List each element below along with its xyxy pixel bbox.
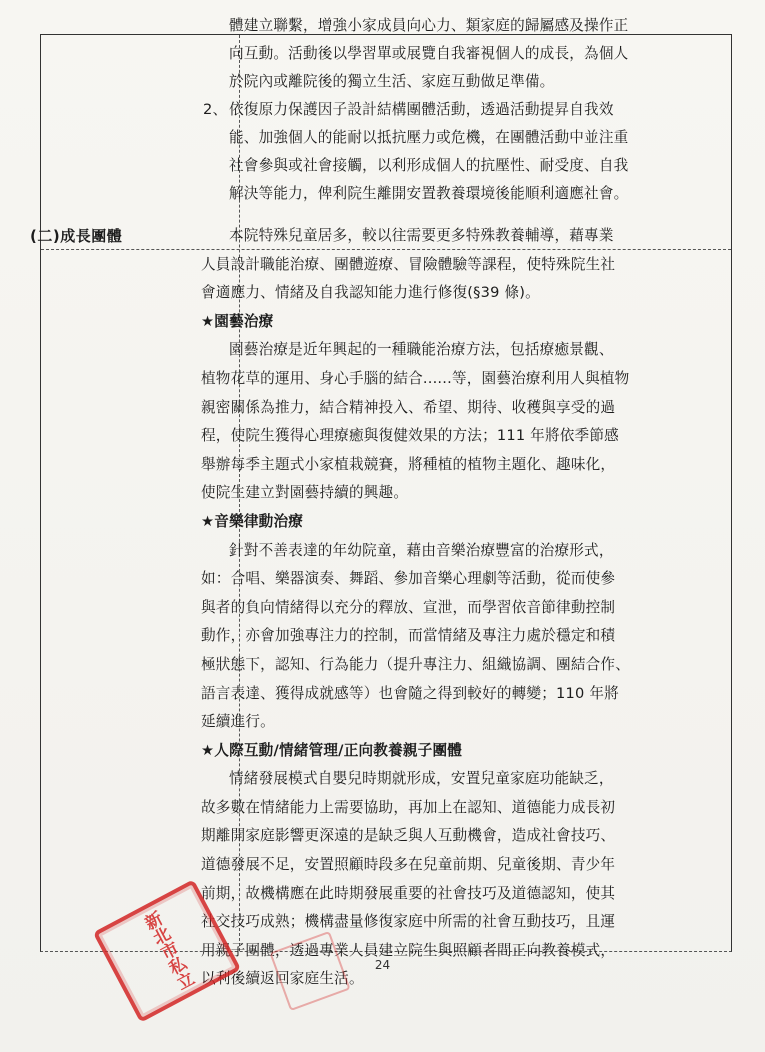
row1-content [201,12,684,208]
list-number: 2、 [203,101,228,118]
heading-music: ★音樂律動治療 [201,512,304,530]
text-line: 本院特殊兒童居多，較以往需要更多特殊教養輔導，藉專業 [229,227,614,244]
text-line: 以利後續返回家庭生活。 [201,970,364,988]
text-line: 社會參與或社會接觸，以利形成個人的抗壓性、耐受度、自我 [229,157,629,174]
heading-horticulture: ★園藝治療 [201,312,274,330]
text-line: 園藝治療是近年興起的一種職能治療方法，包括療癒景觀、 [229,341,614,359]
text-line: 向互動。活動後以學習單或展覽自我審視個人的成長，為個人 [229,45,629,62]
text-line: 親密關係為推力，結合精神投入、希望、期待、收穫與享受的過 [201,398,616,416]
text-line: 解決等能力，俾利院生離開安置教養環境後能順利適應社會。 [229,185,629,202]
text-line: 植物花草的運用、身心手腦的結合......等，園藝治療利用人與植物 [201,369,630,387]
text-line: 人員設計職能治療、團體遊療、冒險體驗等課程，使特殊院生社 [201,255,616,273]
intro-paragraph [201,222,684,308]
text-line: 舉辦每季主題式小家植栽競賽，將種植的植物主題化、趣味化， [201,455,616,473]
text-line: 社交技巧成熟；機構盡量修復家庭中所需的社會互動技巧，且運 [201,913,616,931]
text-line: 前期，故機構應在此時期發展重要的社會技巧及道德認知，使其 [201,884,616,902]
text-line: 於院內或離院後的獨立生活、家庭互動做足準備。 [229,73,555,90]
red-seal-stamp: 新北市私立 [93,879,242,1023]
text-line: 針對不善表達的年幼院童，藉由音樂治療豐富的治療形式， [229,541,614,559]
text-line: 如：合唱、樂器演奏、舞蹈、參加音樂心理劇等活動，從而使參 [201,570,616,588]
text-line: 極狀態下，認知、行為能力（提升專注力、組織協調、團結合作、 [201,655,631,673]
list-item-2 [201,96,684,208]
row2-content [201,222,684,994]
text-line: 用親子團體，透過專業人員建立院生與照顧者間正向教養模式， [201,941,616,959]
text-line: 程，使院生獲得心理療癒與復健效果的方法；111 年將依季節感 [201,427,619,445]
text-line: 依復原力保護因子設計結構團體活動，透過活動提昇自我效 [229,101,614,118]
text-line: 會適應力、情緒及自我認知能力進行修復(§39 條)。 [201,284,540,302]
text-line: 使院生建立對園藝持續的興趣。 [201,484,409,502]
text-line: 道德發展不足，安置照顧時段多在兒童前期、兒童後期、青少年 [201,856,616,874]
text-line: 與者的負向情緒得以充分的釋放、宣泄，而學習依音節律動控制 [201,598,616,616]
text-line: 語言表達、獲得成就感等）也會隨之得到較好的轉變；110 年將 [201,684,619,702]
text-line: 情緒發展模式自嬰兒時期就形成，安置兒童家庭功能缺乏， [229,770,614,788]
music-paragraph [201,537,684,737]
text-line: 延續進行。 [201,713,275,731]
text-line: 體建立聯繫，增強小家成員向心力、類家庭的歸屬感及操作正 [229,17,629,34]
page-number: 24 [374,958,391,972]
heading-interpersonal: ★人際互動/情緒管理/正向教養親子團體 [201,741,463,759]
text-line: 期離開家庭影響更深遠的是缺乏與人互動機會，造成社會技巧、 [201,827,616,845]
text-line: 能、加強個人的能耐以抵抗壓力或危機，在團體活動中並注重 [229,129,629,146]
text-line: 故多數在情緒能力上需要協助，再加上在認知、道德能力成長初 [201,798,616,816]
text-line: 動作，亦會加強專注力的控制，而當情緒及專注力處於穩定和積 [201,627,616,645]
section-label: (二)成長團體 [30,227,123,245]
horticulture-paragraph [201,336,684,508]
